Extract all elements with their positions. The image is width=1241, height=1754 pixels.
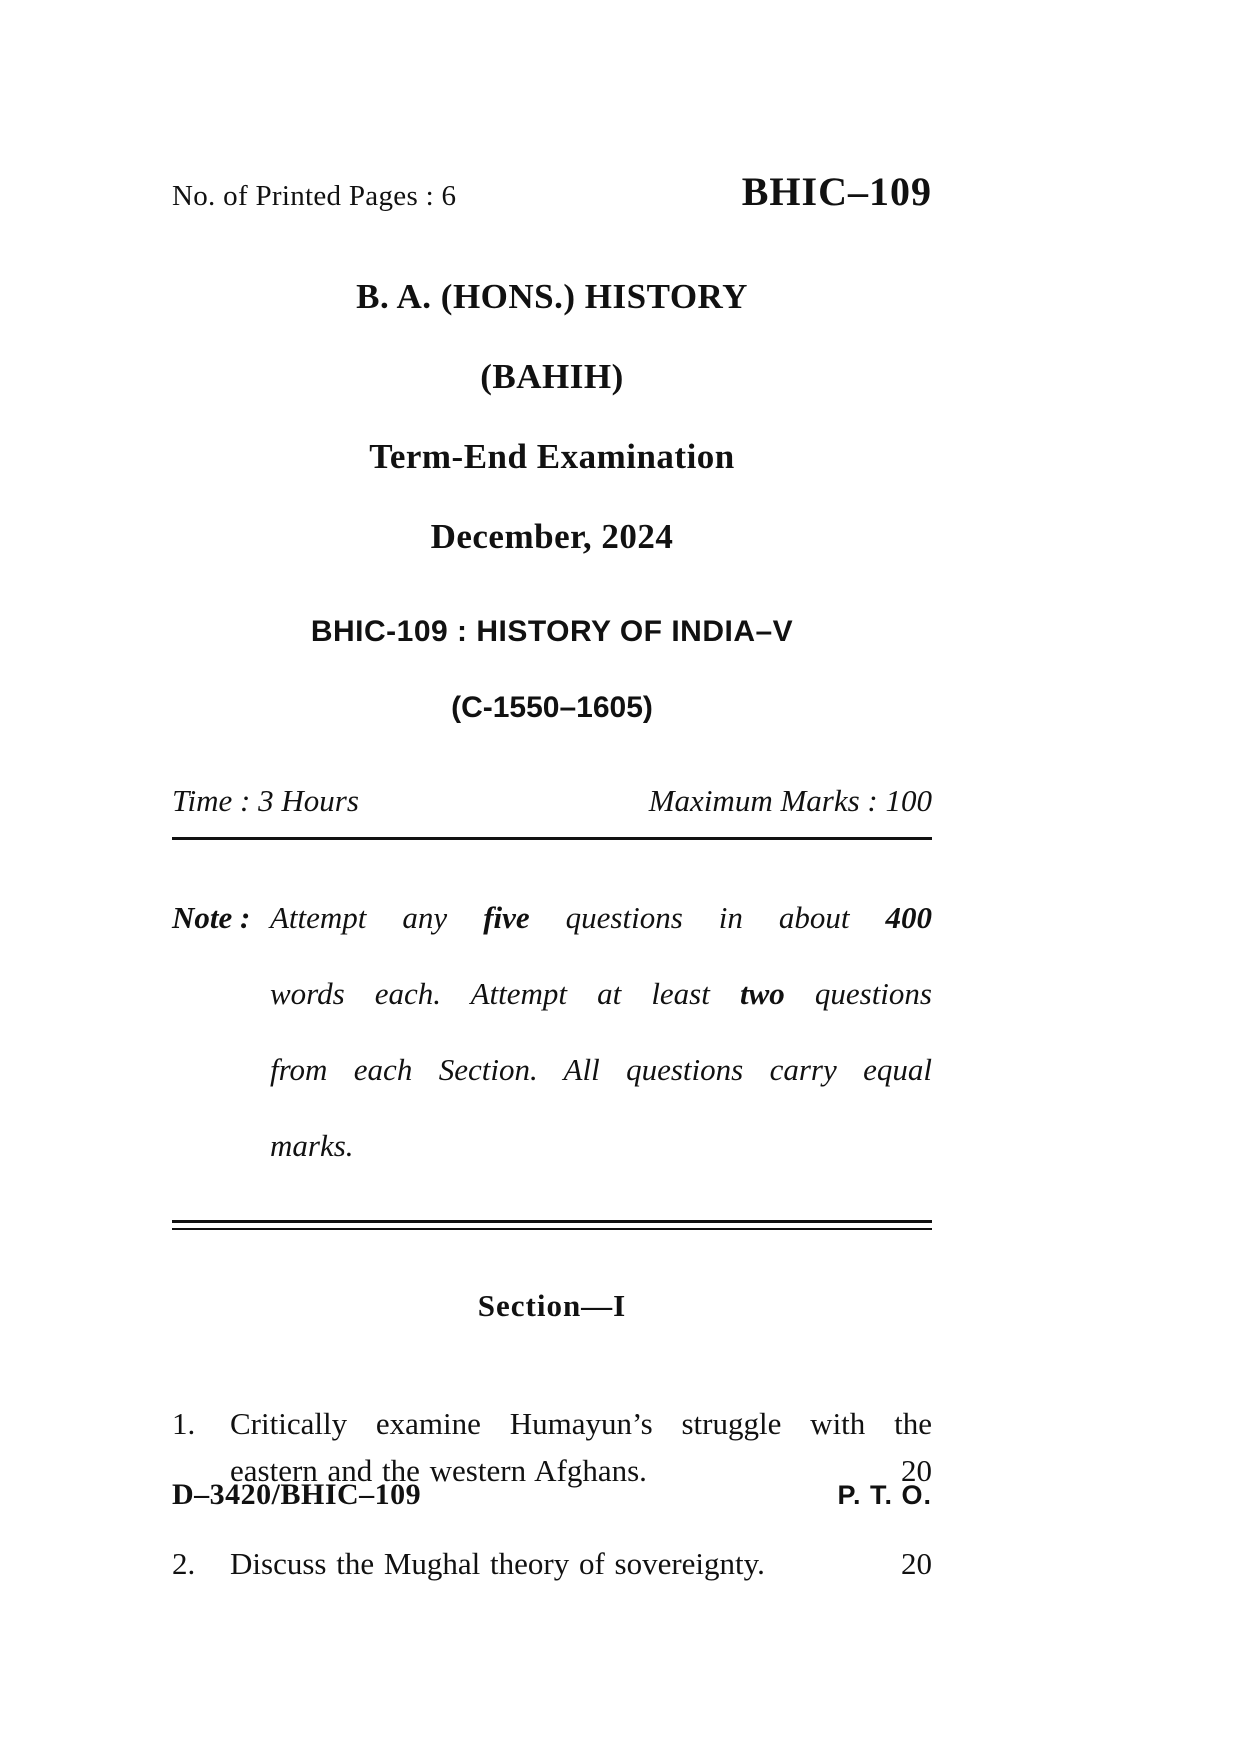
section-title: Section—I: [477, 1288, 627, 1323]
paper-reference: D–3420/BHIC–109: [172, 1478, 422, 1511]
programme-code: (BAHIH): [480, 357, 624, 396]
note-text: [270, 880, 932, 1184]
page-footer: [172, 1478, 932, 1512]
exam-headings: [172, 277, 932, 557]
question-number: 1.: [172, 1406, 196, 1441]
question-marks: 20: [901, 1453, 932, 1488]
time-marks-row: [172, 783, 932, 840]
exam-session: December, 2024: [430, 517, 674, 556]
note-block: [172, 880, 932, 1184]
question-text: Discuss the Mughal theory of sovereignty.: [230, 1546, 765, 1581]
note-seg-4: 400: [885, 900, 932, 935]
double-rule-divider: [172, 1220, 932, 1230]
question-row: [172, 1540, 932, 1587]
note-seg-3: questions in about: [529, 900, 886, 935]
top-row: [172, 168, 932, 215]
note-seg-6: two: [739, 976, 785, 1011]
pto-label: P. T. O.: [837, 1480, 932, 1510]
printed-pages-label: No. of Printed Pages : 6: [172, 180, 457, 212]
exam-paper-page: [172, 168, 932, 1633]
maximum-marks: Maximum Marks : 100: [648, 783, 932, 818]
question-text: Critically examine Humayun’s struggle with the eastern and the western Afghans.: [230, 1406, 932, 1488]
note-label: Note :: [172, 900, 251, 935]
time-allowed: Time : 3 Hours: [172, 783, 359, 818]
note-seg-2: five: [483, 900, 530, 935]
course-title: BHIC-109 : HISTORY OF INDIA–V: [310, 615, 794, 648]
paper-code: BHIC–109: [741, 169, 932, 214]
exam-name: Term-End Examination: [369, 437, 735, 476]
question-number: 2.: [172, 1546, 196, 1581]
question-marks: 20: [901, 1546, 932, 1581]
note-seg-1: Attempt any: [270, 900, 484, 935]
degree-title: B. A. (HONS.) HISTORY: [356, 277, 748, 316]
note-seg-5: words each. Attempt at least: [270, 976, 740, 1011]
course-block: [172, 615, 932, 725]
note-seg-7: questions from each Section. All questions carry equal marks.: [270, 976, 932, 1163]
course-period: (C-1550–1605): [451, 691, 653, 724]
